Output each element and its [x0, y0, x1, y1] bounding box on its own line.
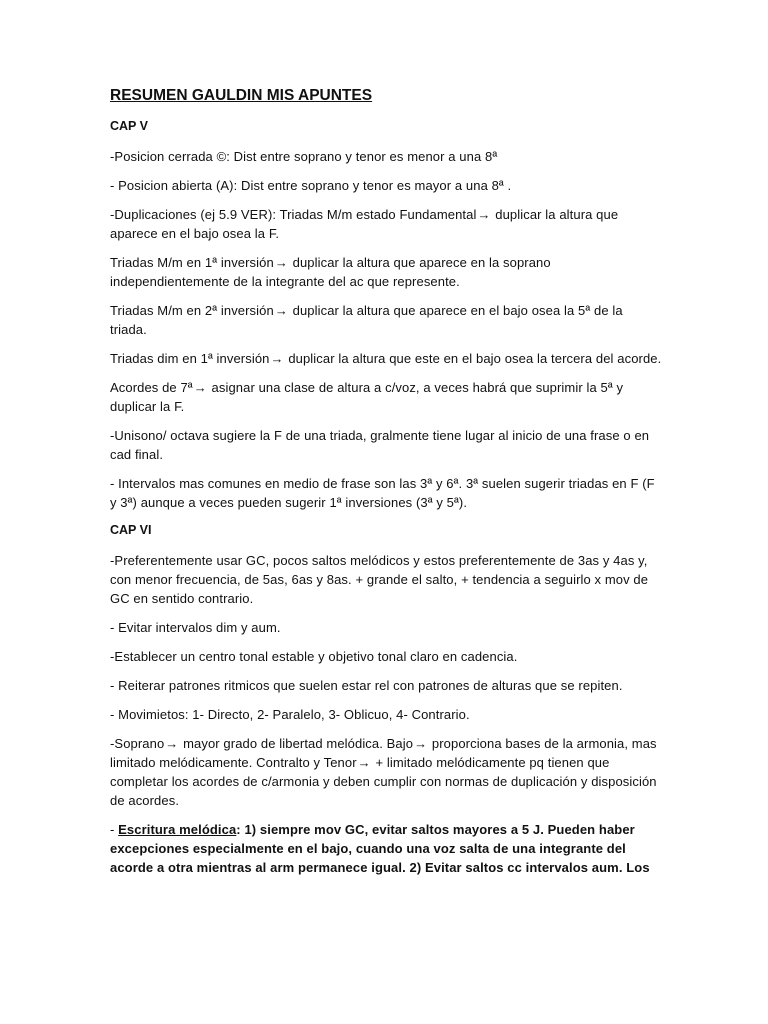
- paragraph: [110, 301, 662, 339]
- arrow-icon: →: [165, 736, 179, 751]
- paragraph-text: -Unisono/ octava sugiere la F de una triada, gralmente tiene lugar al inicio de una frase o en cad final.: [110, 428, 650, 462]
- paragraph: [110, 676, 662, 695]
- paragraph-text: -Preferentemente usar GC, pocos saltos melódicos y estos preferentemente de 3as y 4as y, con menor frecuencia, de 5as, 6as y 8as. + grande el salto, + tendencia a seguirlo x mov de GC en sentido contrario.: [110, 553, 649, 606]
- paragraph-text: - Reiterar patrones ritmicos que suelen estar rel con patrones de alturas que se repiten.: [110, 678, 623, 693]
- paragraph: [110, 705, 662, 724]
- paragraph-text: Acordes de 7ª: [110, 380, 193, 395]
- paragraph: [110, 349, 662, 368]
- paragraph-text: + limitado melódicamente pq tienen que completar los acordes de c/armonia y deben cumplir con normas de duplicación y disposición de acordes.: [110, 755, 657, 808]
- paragraph: [110, 426, 662, 464]
- arrow-icon: →: [357, 755, 371, 770]
- paragraph-text: -: [110, 822, 119, 837]
- paragraph-text: - Movimietos: 1- Directo, 2- Paralelo, 3- Oblicuo, 4- Contrario.: [110, 707, 470, 722]
- paragraph-text: Triadas M/m en 2ª inversión: [110, 303, 274, 318]
- paragraph-text: duplicar la altura que este en el bajo osea la tercera del acorde.: [284, 351, 662, 366]
- paragraph: [110, 734, 662, 810]
- section-heading-cap-v: CAP V: [110, 119, 148, 133]
- arrow-icon: →: [193, 380, 207, 395]
- paragraph: [110, 378, 662, 416]
- arrow-icon: →: [274, 303, 288, 318]
- arrow-icon: →: [270, 351, 284, 366]
- paragraph-text: proporciona bases de la armonia, mas limitado melódicamente. Contralto y Tenor: [110, 736, 657, 770]
- inline-heading: Escritura melódica: [118, 822, 237, 837]
- paragraph-text: -Establecer un centro tonal estable y objetivo tonal claro en cadencia.: [110, 649, 518, 664]
- paragraph-text: -Duplicaciones (ej 5.9 VER): Triadas M/m estado Fundamental: [110, 207, 477, 222]
- paragraph-text: -Posicion cerrada ©: Dist entre soprano y tenor es menor a una 8ª: [110, 149, 498, 164]
- paragraph: [110, 618, 662, 637]
- paragraph-text: - Posicion abierta (A): Dist entre soprano y tenor es mayor a una 8ª .: [110, 178, 512, 193]
- paragraph-text: duplicar la altura que aparece en el bajo osea la 5ª de la triada.: [110, 303, 623, 337]
- paragraph: [110, 820, 662, 877]
- paragraph-text: mayor grado de libertad melódica. Bajo: [179, 736, 414, 751]
- paragraph-text: Triadas M/m en 1ª inversión: [110, 255, 274, 270]
- paragraph: [110, 551, 662, 608]
- paragraph-text: -Soprano: [110, 736, 165, 751]
- document-page: [110, 86, 662, 887]
- arrow-icon: →: [274, 255, 288, 270]
- paragraph-text: duplicar la altura que aparece en el bajo osea la F.: [110, 207, 619, 241]
- document-title: RESUMEN GAULDIN MIS APUNTES: [110, 87, 373, 104]
- paragraph: [110, 176, 662, 195]
- arrow-icon: →: [414, 736, 428, 751]
- paragraph: [110, 147, 662, 166]
- section-heading-cap-vi: CAP VI: [110, 523, 152, 537]
- paragraph-text: Triadas dim en 1ª inversión: [110, 351, 270, 366]
- paragraph-text: duplicar la altura que aparece en la soprano independientemente de la integrante del ac que represente.: [110, 255, 551, 289]
- paragraph: [110, 647, 662, 666]
- paragraph-text: - Intervalos mas comunes en medio de frase son las 3ª y 6ª. 3ª suelen sugerir triadas en F (F y 3ª) aunque a veces pueden sugerir 1ª inversiones (3ª y 5ª).: [110, 476, 655, 510]
- paragraph-text: asignar una clase de altura a c/voz, a veces habrá que suprimir la 5ª y duplicar la F.: [110, 380, 624, 414]
- paragraph: [110, 253, 662, 291]
- arrow-icon: →: [477, 207, 491, 222]
- paragraph: [110, 205, 662, 243]
- paragraph-text: - Evitar intervalos dim y aum.: [110, 620, 281, 635]
- paragraph: [110, 474, 662, 512]
- paragraph-text: : 1) siempre mov GC, evitar saltos mayores a 5 J. Pueden haber excepciones especialmente en el bajo, cuando una voz salta de una integrante del acorde a otra mientras al arm permanece igual. 2) Evitar saltos cc intervalos aum. Los: [110, 822, 650, 875]
